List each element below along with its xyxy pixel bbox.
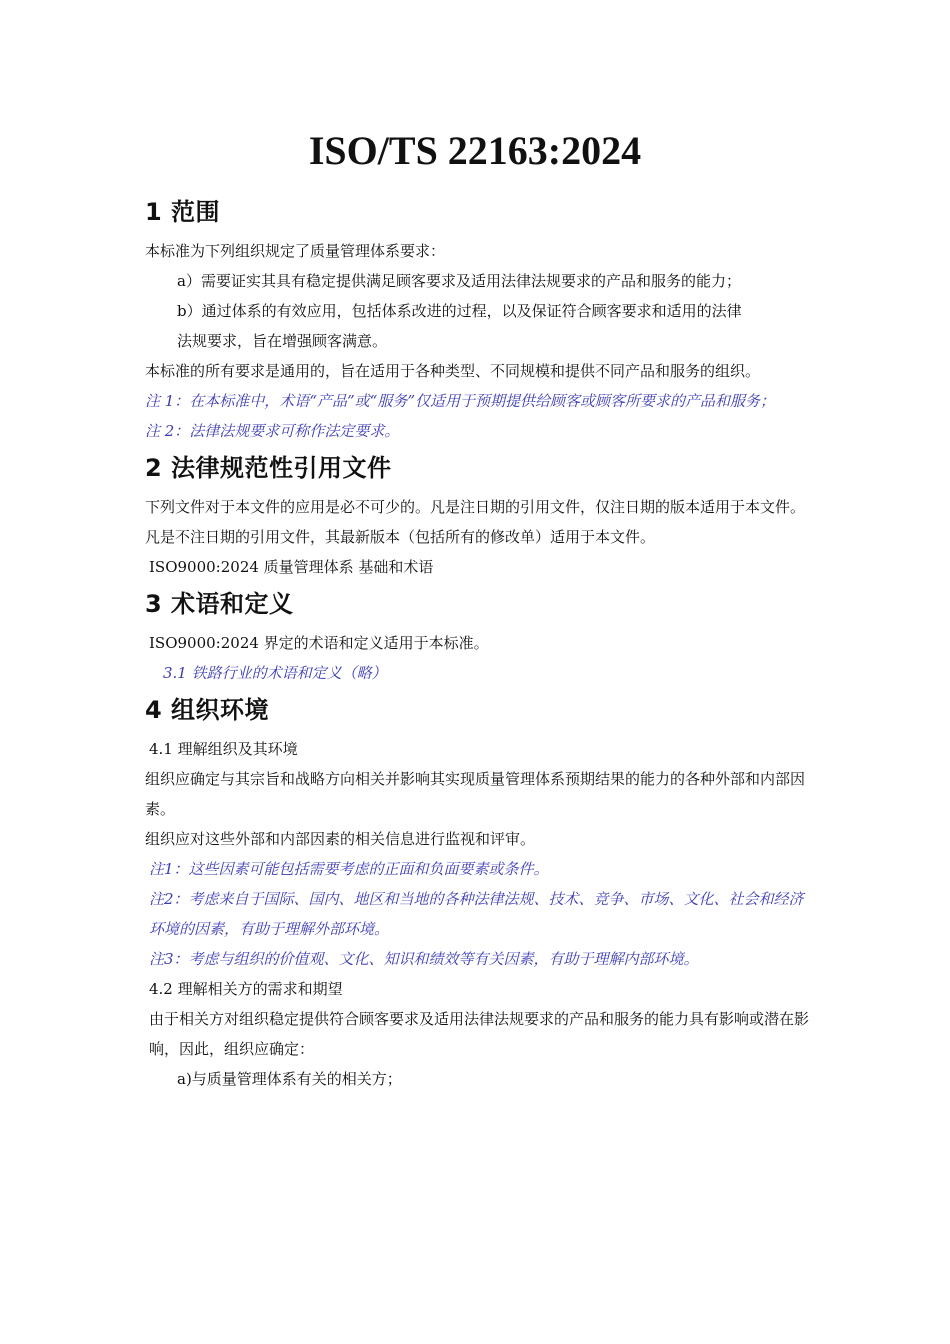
subsection-3-1: 3.1 铁路行业的术语和定义（略） <box>163 664 387 682</box>
section-normative-references <box>145 448 810 582</box>
paragraph: 本标准的所有要求是通用的，旨在适用于各种类型、不同规模和提供不同产品和服务的组织。 <box>145 362 761 380</box>
paragraph: 组织应对这些外部和内部因素的相关信息进行监视和评审。 <box>145 830 536 848</box>
note-1: 注 1：在本标准中，术语“产品”或“服务”仅适用于预期提供给顾客或顾客所要求的产品和服务； <box>145 392 775 410</box>
section-heading-scope: 1 范围 <box>145 198 221 226</box>
document-body <box>145 192 810 1094</box>
list-item-b-line2: 法规要求，旨在增强顾客满意。 <box>177 332 388 350</box>
section-scope <box>145 192 810 446</box>
subsection-heading-4-2: 4.2 理解相关方的需求和期望 <box>149 980 343 998</box>
paragraph: 由于相关方对组织稳定提供符合顾客要求及适用法律法规要求的产品和服务的能力具有影响或潜在影响，因此，组织应确定： <box>149 1010 810 1058</box>
paragraph: ISO9000:2024 界定的术语和定义适用于本标准。 <box>149 634 489 652</box>
document-title: ISO/TS 22163:2024 <box>308 128 642 173</box>
section-context <box>145 690 810 1094</box>
paragraph: 组织应确定与其宗旨和战略方向相关并影响其实现质量管理体系预期结果的能力的各种外部和内部因素。 <box>145 770 806 818</box>
note-2: 注2：考虑来自于国际、国内、地区和当地的各种法律法规、技术、竞争、市场、文化、社会和经济环境的因素，有助于理解外部环境。 <box>149 890 804 938</box>
note-3: 注3：考虑与组织的价值观、文化、知识和绩效等有关因素，有助于理解内部环境。 <box>149 950 699 968</box>
note-2: 注 2：法律法规要求可称作法定要求。 <box>145 422 400 440</box>
section-terms <box>145 584 810 688</box>
list-item-b-line1: b）通过体系的有效应用，包括体系改进的过程，以及保证符合顾客要求和适用的法律 <box>177 302 742 320</box>
paragraph: 本标准为下列组织规定了质量管理体系要求： <box>145 242 446 260</box>
paragraph: 下列文件对于本文件的应用是必不可少的。凡是注日期的引用文件，仅注日期的版本适用于本文件。凡是不注日期的引用文件，其最新版本（包括所有的修改单）适用于本文件。 <box>145 498 806 546</box>
section-heading-context: 4 组织环境 <box>145 696 270 724</box>
list-item-a: a)与质量管理体系有关的相关方； <box>177 1070 402 1088</box>
note-1: 注1：这些因素可能包括需要考虑的正面和负面要素或条件。 <box>149 860 549 878</box>
section-heading-references: 2 法律规范性引用文件 <box>145 454 392 482</box>
reference-item: ISO9000:2024 质量管理体系 基础和术语 <box>149 558 434 576</box>
section-heading-terms: 3 术语和定义 <box>145 590 294 618</box>
subsection-heading-4-1: 4.1 理解组织及其环境 <box>149 740 298 758</box>
list-item-a: a）需要证实其具有稳定提供满足顾客要求及适用法律法规要求的产品和服务的能力； <box>177 272 741 290</box>
